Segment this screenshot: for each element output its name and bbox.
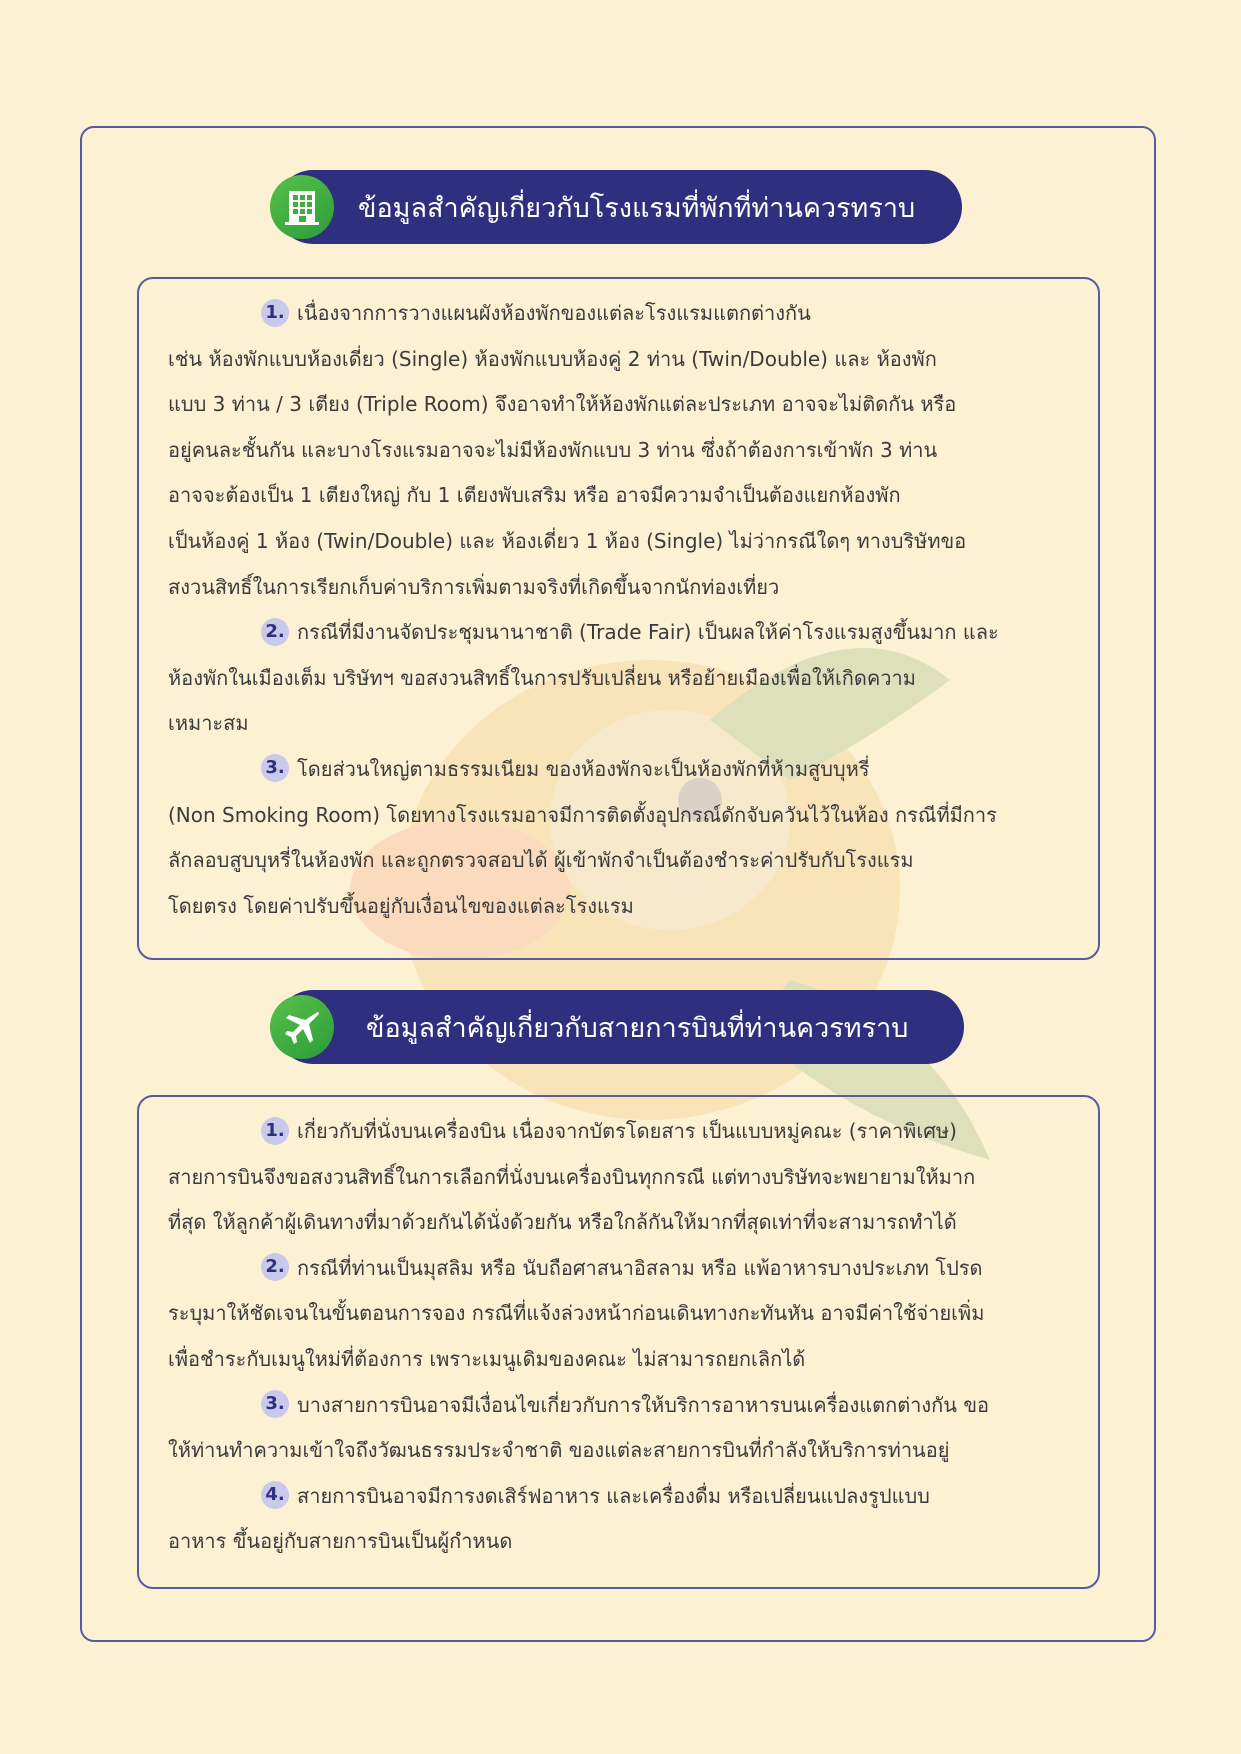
item-number-badge: 2.: [261, 618, 289, 646]
item-text: เพื่อชำระกับเมนูใหม่ที่ต้องการ เพราะเมนูเดิมของคณะ ไม่สามารถยกเลิกได้: [168, 1346, 806, 1371]
item-text: เป็นห้องคู่ 1 ห้อง (Twin/Double) และ ห้องเดี่ยว 1 ห้อง (Single) ไม่ว่ากรณีใดๆ ทางบริษัทขอ: [168, 528, 967, 553]
item-text: ห้องพักในเมืองเต็ม บริษัทฯ ขอสงวนสิทธิ์ในการปรับเปลี่ยน หรือย้ายเมืองเพื่อให้เกิดความ: [168, 665, 916, 690]
list-item: [168, 747, 1076, 929]
item-text: สายการบินจึงขอสงวนสิทธิ์ในการเลือกที่นั่งบนเครื่องบินทุกกรณี แต่ทางบริษัทจะพยายามให้มาก: [168, 1164, 976, 1189]
list-item: [168, 610, 1076, 747]
item-number-badge: 4.: [261, 1481, 289, 1509]
item-text: ลักลอบสูบบุหรี่ในห้องพัก และถูกตรวจสอบได้ ผู้เข้าพักจำเป็นต้องชำระค่าปรับกับโรงแรม: [168, 848, 914, 873]
list-item: [168, 291, 1076, 610]
item-text: อยู่คนละชั้นกัน และบางโรงแรมอาจจะไม่มีห้องพักแบบ 3 ท่าน ซึ่งถ้าต้องการเข้าพัก 3 ท่าน: [168, 437, 938, 462]
item-text: อาจจะต้องเป็น 1 เตียงใหญ่ กับ 1 เตียงพับเสริม หรือ อาจมีความจำเป็นต้องแยกห้องพัก: [168, 483, 901, 508]
item-text: บางสายการบินอาจมีเงื่อนไขเกี่ยวกับการให้บริการอาหารบนเครื่องแตกต่างกัน ขอ: [297, 1392, 990, 1417]
item-text: กรณีที่มีงานจัดประชุมนานาชาติ (Trade Fair) เป็นผลให้ค่าโรงแรมสูงขึ้นมาก และ: [297, 620, 999, 645]
item-number-badge: 2.: [261, 1253, 289, 1281]
item-text: กรณีที่ท่านเป็นมุสลิม หรือ นับถือศาสนาอิสลาม หรือ แพ้อาหารบางประเภท โปรด: [297, 1255, 983, 1280]
item-text: สายการบินอาจมีการงดเสิร์ฟอาหาร และเครื่องดื่ม หรือเปลี่ยนแปลงรูปแบบ: [297, 1483, 930, 1508]
list-item: [168, 1383, 1076, 1474]
airline-info-box: [137, 1095, 1100, 1589]
hotel-section-header: [276, 170, 962, 244]
airplane-icon: [270, 995, 334, 1059]
item-number-badge: 1.: [261, 1117, 289, 1145]
list-item: [168, 1474, 1076, 1565]
item-text: เนื่องจากการวางแผนผังห้องพักของแต่ละโรงแรมแตกต่างกัน: [297, 301, 811, 325]
item-text: เกี่ยวกับที่นั่งบนเครื่องบิน เนื่องจากบัตรโดยสาร เป็นแบบหมู่คณะ (ราคาพิเศษ): [297, 1119, 957, 1143]
item-text: สงวนสิทธิ์ในการเรียกเก็บค่าบริการเพิ่มตามจริงที่เกิดขึ้นจากนักท่องเที่ยว: [168, 574, 780, 599]
item-text: (Non Smoking Room) โดยทางโรงแรมอาจมีการติดตั้งอุปกรณ์ดักจับควันไว้ในห้อง กรณีที่มีการ: [168, 802, 997, 827]
item-text: เช่น ห้องพักแบบห้องเดี่ยว (Single) ห้องพักแบบห้องคู่ 2 ท่าน (Twin/Double) และ ห้องพัก: [168, 346, 937, 371]
item-text: ให้ท่านทำความเข้าใจถึงวัฒนธรรมประจำชาติ ของแต่ละสายการบินที่กำลังให้บริการท่านอยู่: [168, 1438, 950, 1463]
item-number-badge: 3.: [261, 754, 289, 782]
building-icon: [270, 175, 334, 239]
item-number-badge: 3.: [261, 1390, 289, 1418]
item-text: อาหาร ขึ้นอยู่กับสายการบินเป็นผู้กำหนด: [168, 1529, 513, 1554]
hotel-section-title: ข้อมูลสำคัญเกี่ยวกับโรงแรมที่พักที่ท่านควรทราบ: [358, 192, 916, 224]
list-item: [168, 1109, 1076, 1246]
airline-section-header: [276, 990, 964, 1064]
item-text: โดยส่วนใหญ่ตามธรรมเนียม ของห้องพักจะเป็นห้องพักที่ห้ามสูบบุหรี่: [297, 756, 870, 781]
item-text: โดยตรง โดยค่าปรับขึ้นอยู่กับเงื่อนไขของแต่ละโรงแรม: [168, 893, 634, 918]
item-number-badge: 1.: [261, 299, 289, 327]
item-text: เหมาะสม: [168, 711, 249, 736]
item-text: แบบ 3 ท่าน / 3 เตียง (Triple Room) จึงอาจทำให้ห้องพักแต่ละประเภท อาจจะไม่ติดกัน หรือ: [168, 392, 957, 417]
list-item: [168, 1246, 1076, 1383]
item-text: ที่สุด ให้ลูกค้าผู้เดินทางที่มาด้วยกันได้นั่งด้วยกัน หรือใกล้กันให้มากที่สุดเท่าที่จะสามารถทำได้: [168, 1210, 957, 1235]
hotel-info-box: [137, 277, 1100, 960]
item-text: ระบุมาให้ชัดเจนในขั้นตอนการจอง กรณีที่แจ้งล่วงหน้าก่อนเดินทางกะทันหัน อาจมีค่าใช้จ่ายเพิ่ม: [168, 1301, 985, 1326]
airline-section-title: ข้อมูลสำคัญเกี่ยวกับสายการบินที่ท่านควรทราบ: [366, 1012, 909, 1044]
